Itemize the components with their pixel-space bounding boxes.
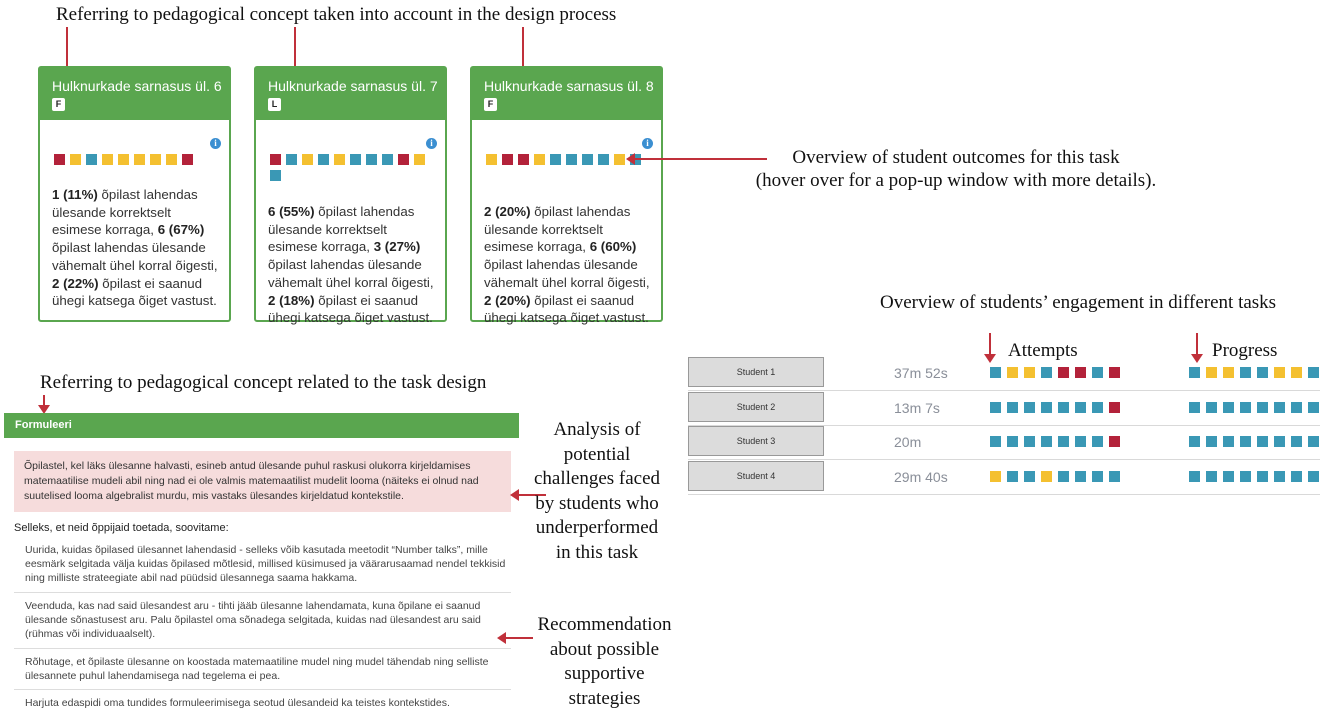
attempt-squares[interactable] xyxy=(990,402,1120,413)
info-icon[interactable]: i xyxy=(426,138,437,149)
blue-outcome-square[interactable] xyxy=(1041,367,1052,378)
attempt-squares[interactable] xyxy=(990,436,1120,447)
student-button[interactable]: Student 3 xyxy=(688,426,824,456)
red-outcome-square[interactable] xyxy=(1109,402,1120,413)
blue-outcome-square[interactable] xyxy=(1223,402,1234,413)
red-outcome-square[interactable] xyxy=(1109,367,1120,378)
blue-outcome-square[interactable] xyxy=(1189,436,1200,447)
yellow-outcome-square[interactable] xyxy=(414,154,425,165)
blue-outcome-square[interactable] xyxy=(1041,402,1052,413)
annotation-related: Referring to pedagogical concept related to the task design xyxy=(40,372,487,393)
progress-squares[interactable] xyxy=(1189,436,1325,447)
yellow-outcome-square[interactable] xyxy=(486,154,497,165)
blue-outcome-square[interactable] xyxy=(1274,436,1285,447)
blue-outcome-square[interactable] xyxy=(366,154,377,165)
annotation-outcomes: Overview of student outcomes for this task (hover over for a pop-up window with more details). xyxy=(755,147,1157,191)
blue-outcome-square[interactable] xyxy=(1092,402,1103,413)
student-row xyxy=(688,391,1320,426)
blue-outcome-square[interactable] xyxy=(1075,471,1086,482)
task-card[interactable] xyxy=(254,66,447,326)
blue-outcome-square[interactable] xyxy=(1308,367,1319,378)
task-card[interactable] xyxy=(38,66,231,322)
blue-outcome-square[interactable] xyxy=(582,154,593,165)
blue-outcome-square[interactable] xyxy=(1240,436,1251,447)
blue-outcome-square[interactable] xyxy=(1007,402,1018,413)
student-time: 37m 52s xyxy=(894,365,948,381)
blue-outcome-square[interactable] xyxy=(1024,402,1035,413)
outcome-squares[interactable] xyxy=(486,154,646,165)
blue-outcome-square[interactable] xyxy=(1058,402,1069,413)
yellow-outcome-square[interactable] xyxy=(134,154,145,165)
blue-outcome-square[interactable] xyxy=(1240,471,1251,482)
column-label-progress: Progress xyxy=(1212,340,1278,361)
blue-outcome-square[interactable] xyxy=(1257,402,1268,413)
task-card-header xyxy=(40,68,229,120)
progress-squares[interactable] xyxy=(1189,471,1325,482)
yellow-outcome-square[interactable] xyxy=(1291,367,1302,378)
blue-outcome-square[interactable] xyxy=(1206,436,1217,447)
outcome-squares[interactable] xyxy=(54,154,214,165)
progress-squares[interactable] xyxy=(1189,367,1325,378)
yellow-outcome-square[interactable] xyxy=(1024,367,1035,378)
divider xyxy=(14,592,511,593)
blue-outcome-square[interactable] xyxy=(550,154,561,165)
column-label-attempts: Attempts xyxy=(1008,340,1078,361)
student-time: 29m 40s xyxy=(894,469,948,485)
blue-outcome-square[interactable] xyxy=(1257,471,1268,482)
blue-outcome-square[interactable] xyxy=(1291,471,1302,482)
task-card-summary: 2 (20%) õpilast lahendas ülesande korrektselt esimese korraga, 6 (60%) õpilast lahendas ülesande vähemalt ühel korral õigesti, 2 (20%) õpilast ei saanud ühegi katsega õiget vastust. xyxy=(484,204,650,326)
task-card-title: Hulknurkade sarnasus ül. 8 xyxy=(484,78,654,94)
yellow-outcome-square[interactable] xyxy=(1274,367,1285,378)
red-outcome-square[interactable] xyxy=(518,154,529,165)
recommendation-item: Rõhutage, et õpilaste ülesanne on koostada matemaatiline mudel ning mudel tähendab ning selliste ülesannete puhul lahendamisega nad tegelema ei pea. xyxy=(25,656,489,682)
blue-outcome-square[interactable] xyxy=(1223,436,1234,447)
red-outcome-square[interactable] xyxy=(182,154,193,165)
concept-bar: Formuleeri xyxy=(4,413,519,438)
blue-outcome-square[interactable] xyxy=(1308,436,1319,447)
student-button[interactable]: Student 1 xyxy=(688,357,824,387)
student-time: 20m xyxy=(894,434,922,450)
red-outcome-square[interactable] xyxy=(398,154,409,165)
yellow-outcome-square[interactable] xyxy=(1206,367,1217,378)
annotation-analysis: Analysis of potential challenges faced by students who underperformed in this task xyxy=(533,419,661,563)
annotation-arrow xyxy=(43,395,45,412)
blue-outcome-square[interactable] xyxy=(1223,471,1234,482)
blue-outcome-square[interactable] xyxy=(382,154,393,165)
task-card-summary: 6 (55%) õpilast lahendas ülesande korrektselt esimese korraga, 3 (27%) õpilast lahendas ülesande vähemalt ühel korral õigesti, 2 (18%) õpilast ei saanud ühegi katsega õiget vastust. xyxy=(268,204,434,326)
blue-outcome-square[interactable] xyxy=(1206,471,1217,482)
outcome-squares[interactable] xyxy=(270,154,430,181)
attempt-squares[interactable] xyxy=(990,471,1120,482)
blue-outcome-square[interactable] xyxy=(1274,402,1285,413)
student-row xyxy=(688,356,1320,391)
yellow-outcome-square[interactable] xyxy=(1007,367,1018,378)
blue-outcome-square[interactable] xyxy=(990,367,1001,378)
concept-badge: F xyxy=(52,98,65,111)
blue-outcome-square[interactable] xyxy=(1189,471,1200,482)
yellow-outcome-square[interactable] xyxy=(166,154,177,165)
blue-outcome-square[interactable] xyxy=(990,436,1001,447)
task-card-header xyxy=(256,68,445,120)
progress-squares[interactable] xyxy=(1189,402,1325,413)
recommendation-item: Veenduda, kas nad said ülesandest aru - tihti jääb ülesanne lahendamata, kuna õpilane ei saanud ülesande sõnastusest aru. Palu õpilastel oma sõnadega selgitada, kuidas nad ülesandest aru said (rühmas või individuaalselt). xyxy=(25,600,481,640)
blue-outcome-square[interactable] xyxy=(1257,367,1268,378)
yellow-outcome-square[interactable] xyxy=(150,154,161,165)
student-button[interactable]: Student 2 xyxy=(688,392,824,422)
red-outcome-square[interactable] xyxy=(270,154,281,165)
yellow-outcome-square[interactable] xyxy=(534,154,545,165)
yellow-outcome-square[interactable] xyxy=(1223,367,1234,378)
blue-outcome-square[interactable] xyxy=(1024,436,1035,447)
annotation-recommendation: Recommendation about possible supportive strategies xyxy=(537,614,672,709)
blue-outcome-square[interactable] xyxy=(1075,436,1086,447)
blue-outcome-square[interactable] xyxy=(1007,436,1018,447)
concept-badge: F xyxy=(484,98,497,111)
yellow-outcome-square[interactable] xyxy=(102,154,113,165)
yellow-outcome-square[interactable] xyxy=(334,154,345,165)
blue-outcome-square[interactable] xyxy=(1206,402,1217,413)
blue-outcome-square[interactable] xyxy=(1075,402,1086,413)
challenge-box: Õpilastel, kel läks ülesanne halvasti, esineb antud ülesande puhul raskusi olukorra kirjeldamises matemaatilise mudeli abil ning nad ei ole valmis matemaatilist mudelit looma (näiteks ei olnud nad suutelised looma algebralist murdu, mis vastaks ülesandes kirjeldatud kontekstile. xyxy=(14,451,511,512)
blue-outcome-square[interactable] xyxy=(270,170,281,181)
red-outcome-square[interactable] xyxy=(1109,436,1120,447)
task-card-title: Hulknurkade sarnasus ül. 7 xyxy=(268,78,438,94)
blue-outcome-square[interactable] xyxy=(1257,436,1268,447)
blue-outcome-square[interactable] xyxy=(86,154,97,165)
blue-outcome-square[interactable] xyxy=(286,154,297,165)
task-card-title: Hulknurkade sarnasus ül. 6 xyxy=(52,78,222,94)
blue-outcome-square[interactable] xyxy=(1092,436,1103,447)
blue-outcome-square[interactable] xyxy=(1274,471,1285,482)
yellow-outcome-square[interactable] xyxy=(1041,471,1052,482)
blue-outcome-square[interactable] xyxy=(1308,471,1319,482)
blue-outcome-square[interactable] xyxy=(1291,402,1302,413)
concept-badge: L xyxy=(268,98,281,111)
annotation-top: Referring to pedagogical concept taken into account in the design process xyxy=(56,4,617,25)
blue-outcome-square[interactable] xyxy=(1308,402,1319,413)
yellow-outcome-square[interactable] xyxy=(614,154,625,165)
recommendation-item: Harjuta edaspidi oma tundides formuleerimisega seotud ülesandeid ka teistes kontekstides. xyxy=(25,697,450,709)
task-card[interactable] xyxy=(470,66,663,326)
task-card-summary: 1 (11%) õpilast lahendas ülesande korrektselt esimese korraga, 6 (67%) õpilast lahendas ülesande vähemalt ühel korral õigesti, 2 (22%) õpilast ei saanud ühegi katsega õiget vastust. xyxy=(52,187,218,309)
divider xyxy=(14,648,511,649)
blue-outcome-square[interactable] xyxy=(1058,436,1069,447)
yellow-outcome-square[interactable] xyxy=(118,154,129,165)
annotation-engagement: Overview of students’ engagement in different tasks xyxy=(880,292,1277,313)
info-icon[interactable]: i xyxy=(210,138,221,149)
blue-outcome-square[interactable] xyxy=(990,402,1001,413)
blue-outcome-square[interactable] xyxy=(1092,367,1103,378)
blue-outcome-square[interactable] xyxy=(1024,471,1035,482)
blue-outcome-square[interactable] xyxy=(318,154,329,165)
blue-outcome-square[interactable] xyxy=(1007,471,1018,482)
blue-outcome-square[interactable] xyxy=(1109,471,1120,482)
red-outcome-square[interactable] xyxy=(502,154,513,165)
yellow-outcome-square[interactable] xyxy=(70,154,81,165)
student-button[interactable]: Student 4 xyxy=(688,461,824,491)
yellow-outcome-square[interactable] xyxy=(302,154,313,165)
info-icon[interactable]: i xyxy=(642,138,653,149)
blue-outcome-square[interactable] xyxy=(566,154,577,165)
blue-outcome-square[interactable] xyxy=(598,154,609,165)
student-row xyxy=(688,460,1320,495)
student-row xyxy=(688,425,1320,460)
blue-outcome-square[interactable] xyxy=(1240,402,1251,413)
blue-outcome-square[interactable] xyxy=(350,154,361,165)
red-outcome-square[interactable] xyxy=(54,154,65,165)
divider xyxy=(14,689,511,690)
blue-outcome-square[interactable] xyxy=(1291,436,1302,447)
blue-outcome-square[interactable] xyxy=(1189,367,1200,378)
red-outcome-square[interactable] xyxy=(1058,367,1069,378)
attempt-squares[interactable] xyxy=(990,367,1120,378)
blue-outcome-square[interactable] xyxy=(1041,436,1052,447)
recommendation-item: Uurida, kuidas õpilased ülesannet lahendasid - selleks võib kasutada meetodit “Number talks”, mille eesmärk selgitada välja kuidas õpilased mõtlesid, millised küsimused ja väärarusaamad nendel tekkisid ning milliste strateegiate abil nad püüdsid ülesannega saama hakkama. xyxy=(25,544,506,584)
recommendation-heading: Selleks, et neid õppijaid toetada, soovitame: xyxy=(14,522,229,534)
blue-outcome-square[interactable] xyxy=(1240,367,1251,378)
blue-outcome-square[interactable] xyxy=(1189,402,1200,413)
red-outcome-square[interactable] xyxy=(1075,367,1086,378)
blue-outcome-square[interactable] xyxy=(1092,471,1103,482)
task-card-header xyxy=(472,68,661,120)
student-time: 13m 7s xyxy=(894,400,940,416)
yellow-outcome-square[interactable] xyxy=(990,471,1001,482)
blue-outcome-square[interactable] xyxy=(1058,471,1069,482)
